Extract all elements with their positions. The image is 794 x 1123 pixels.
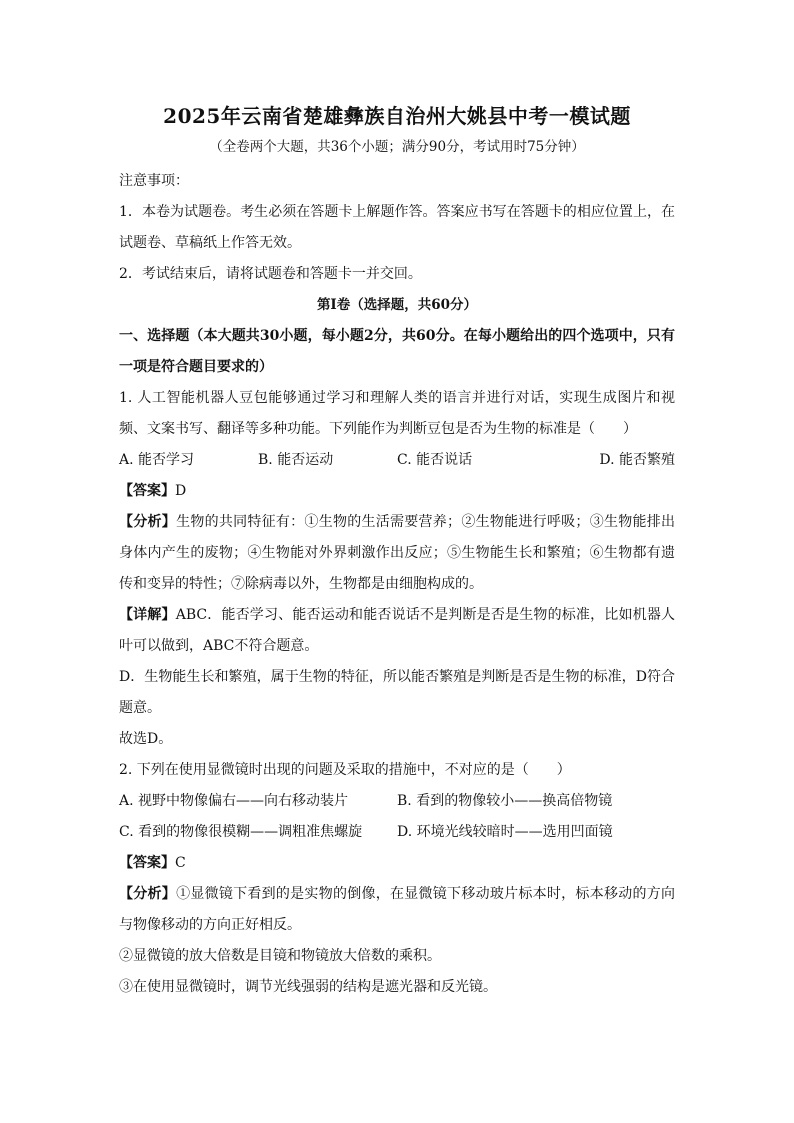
question-1-detail-2: D．生物能生长和繁殖，属于生物的特征，所以能否繁殖是判断是否是生物的标准，D符合题意。 — [119, 669, 675, 716]
section-heading: 第Ⅰ卷（选择题，共60分） — [316, 297, 478, 313]
question-2-options-row-1 — [119, 786, 675, 817]
notice-item-2: 2．考试结束后，请将试题卷和答题卡一并交回。 — [119, 266, 422, 282]
notice-heading: 注意事项： — [119, 173, 189, 189]
exam-title: 2025年云南省楚雄彝族自治州大姚县中考一模试题 — [163, 104, 631, 128]
part-title: 一、选择题（本大题共30小题，每小题2分，共60分。在每小题给出的四个选项中，只有一项是符合题目要求的） — [119, 328, 675, 375]
question-2-options-row-2 — [119, 817, 675, 848]
question-1-option-b: B. 能否运动 — [258, 452, 334, 468]
answer-value: D — [175, 483, 187, 499]
question-2-analysis-2: ②显微镜的放大倍数是目镜和物镜放大倍数的乘积。 — [119, 948, 441, 964]
question-2-answer — [119, 848, 675, 879]
question-1-stem: 1. 人工智能机器人豆包能够通过学习和理解人类的语言并进行对话，实现生成图片和视频、文案书写、翻译等多种功能。下列能作为判断豆包是否为生物的标准是（ ） — [119, 390, 675, 437]
question-1-option-c: C. 能否说话 — [397, 452, 473, 468]
exam-subtitle: （全卷两个大题，共36个小题；满分90分，考试用时75分钟） — [209, 139, 585, 155]
question-2-analysis-3: ③在使用显微镜时，调节光线强弱的结构是遮光器和反光镜。 — [119, 979, 497, 995]
answer-tag: 【答案】 — [119, 855, 175, 871]
exam-page — [119, 100, 675, 1003]
question-2-stem: 2. 下列在使用显微镜时出现的问题及采取的措施中，不对应的是（ ） — [119, 762, 571, 778]
analysis-tag: 【分析】 — [119, 514, 177, 530]
analysis-tag: 【分析】 — [119, 886, 177, 902]
question-1-answer — [119, 476, 675, 507]
detail-tag: 【详解】 — [119, 607, 176, 623]
notice-item-1: 1．本卷为试题卷。考生必须在答题卡上解题作答。答案应书写在答题卡的相应位置上，在试题卷、草稿纸上作答无效。 — [119, 204, 675, 251]
detail-text-1: ABC．能否学习、能否运动和能否说话不是判断是否是生物的标准，比如机器人叶可以做到，ABC不符合题意。 — [119, 607, 675, 654]
analysis-text: ①显微镜下看到的是实物的倒像，在显微镜下移动玻片标本时，标本移动的方向与物像移动的方向正好相反。 — [119, 886, 676, 933]
question-2-option-d: D. 环境光线较暗时——选用凹面镜 — [397, 824, 613, 840]
question-1-option-a: A. 能否学习 — [119, 452, 195, 468]
question-2-option-a: A. 视野中物像偏右——向右移动装片 — [119, 793, 349, 809]
question-1-options — [119, 445, 675, 476]
question-1-option-d: D. 能否繁殖 — [599, 452, 675, 468]
question-2-option-c: C. 看到的物像很模糊——调粗准焦螺旋 — [119, 824, 363, 840]
question-2-analysis — [119, 879, 675, 941]
answer-tag: 【答案】 — [119, 483, 175, 499]
question-1-detail — [119, 600, 675, 662]
answer-value: C — [175, 855, 186, 871]
question-1-analysis — [119, 507, 675, 600]
question-1-conclusion: 故选D。 — [119, 731, 173, 747]
question-2-option-b: B. 看到的物像较小——换高倍物镜 — [397, 793, 613, 809]
analysis-text: 生物的共同特征有：①生物的生活需要营养；②生物能进行呼吸；③生物能排出身体内产生的废物；④生物能对外界刺激作出反应；⑤生物能生长和繁殖；⑥生物都有遗传和变异的特性；⑦除病毒以外，生物都是由细胞构成的。 — [119, 514, 676, 592]
